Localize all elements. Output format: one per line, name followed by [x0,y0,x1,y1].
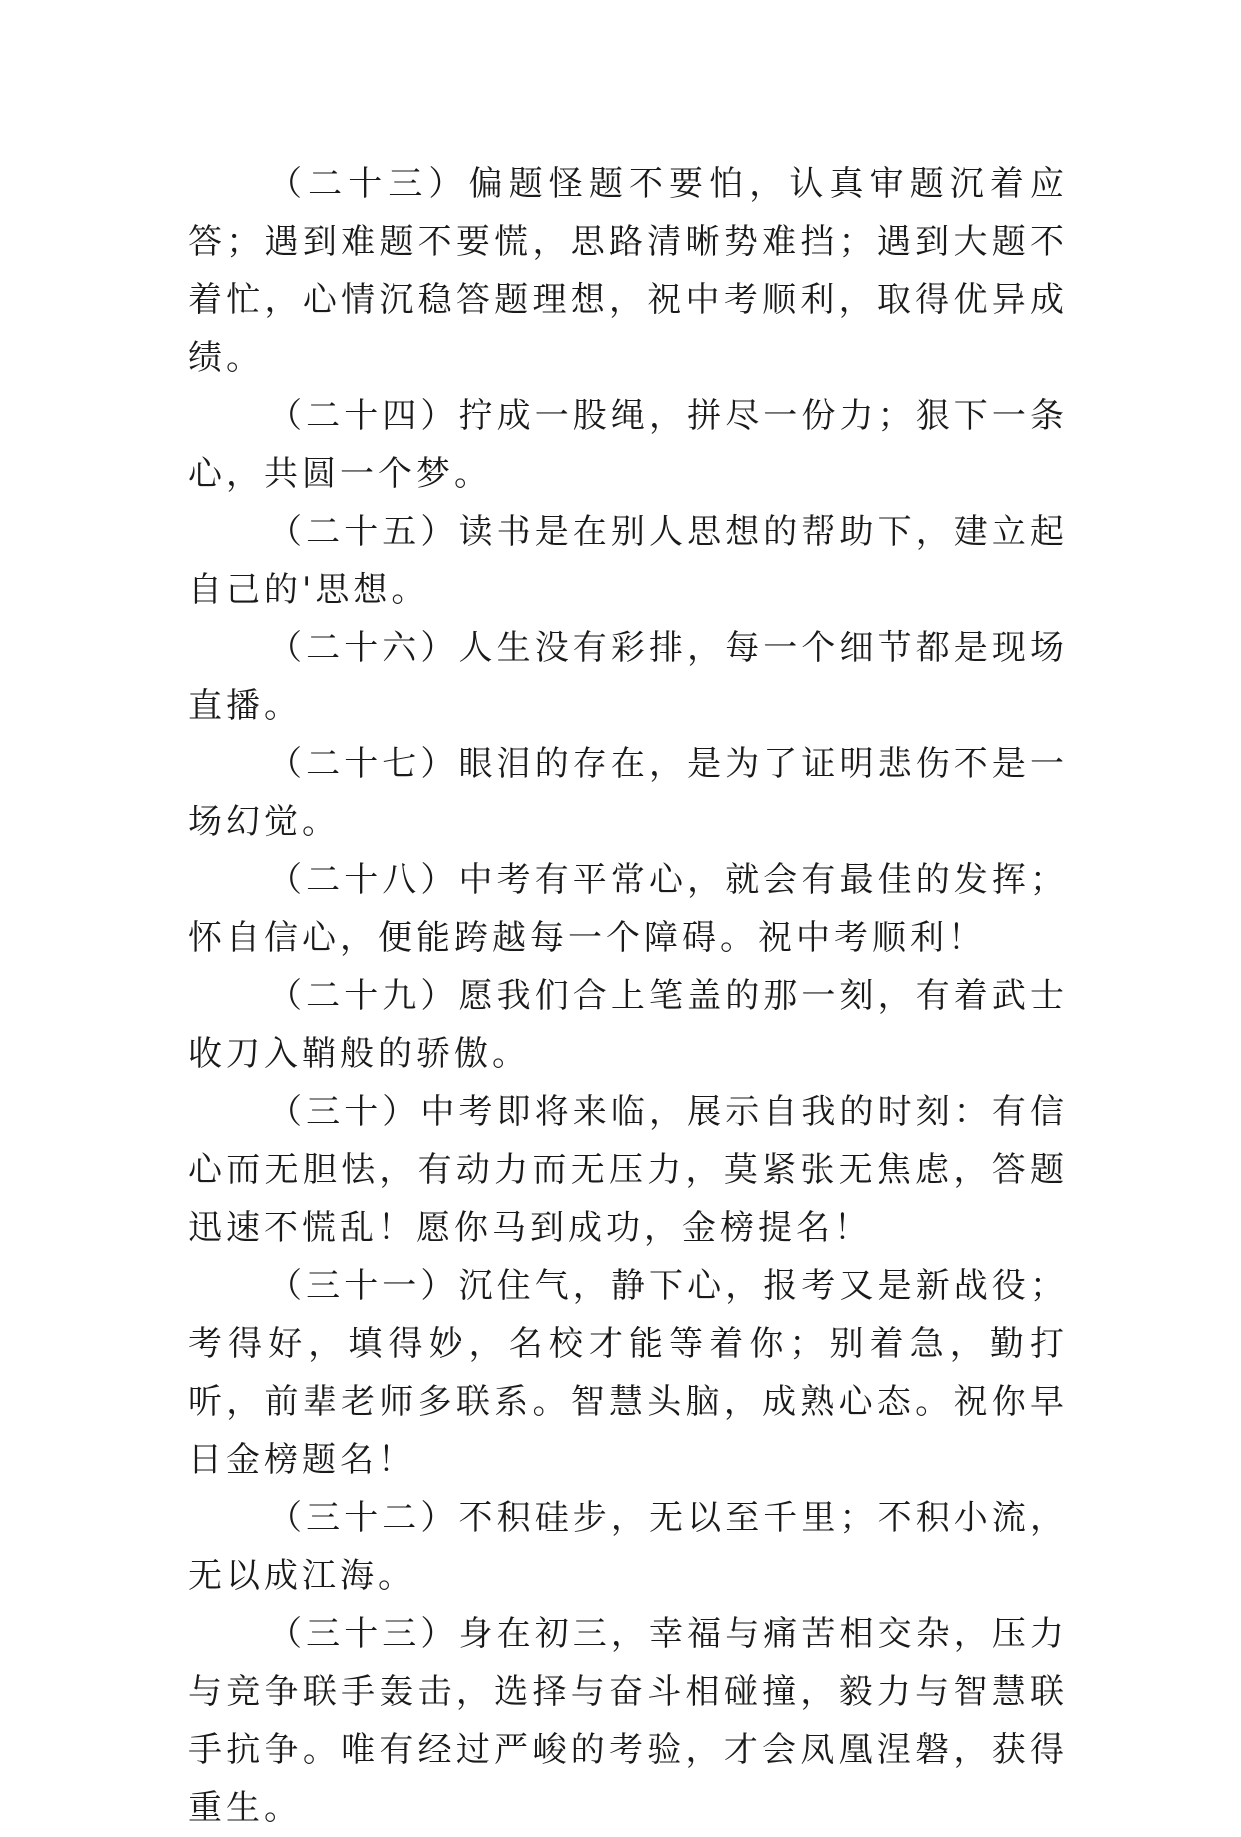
paragraph-26: （二十六）人生没有彩排，每一个细节都是现场直播。 [188,628,1068,726]
paragraph-32: （三十二）不积硅步，无以至千里；不积小流，无以成江海。 [188,1498,1068,1596]
paragraph-29: （二十九）愿我们合上笔盖的那一刻，有着武士收刀入鞘般的骄傲。 [188,976,1068,1074]
paragraph-28: （二十八）中考有平常心，就会有最佳的发挥；怀自信心，便能跨越每一个障碍。祝中考顺利！ [188,860,1068,958]
paragraph-27: （二十七）眼泪的存在，是为了证明悲伤不是一场幻觉。 [188,744,1068,842]
paragraph-24: （二十四）拧成一股绳，拼尽一份力；狠下一条心，共圆一个梦。 [188,396,1068,494]
paragraph-30: （三十）中考即将来临，展示自我的时刻：有信心而无胆怯，有动力而无压力，莫紧张无焦虑，答题迅速不慌乱！愿你马到成功，金榜提名！ [188,1092,1068,1248]
paragraph-23: （二十三）偏题怪题不要怕，认真审题沉着应答；遇到难题不要慌，思路清晰势难挡；遇到大题不着忙，心情沉稳答题理想，祝中考顺利，取得优异成绩。 [188,164,1068,378]
paragraph-31: （三十一）沉住气，静下心，报考又是新战役；考得好，填得妙，名校才能等着你；别着急，勤打听，前辈老师多联系。智慧头脑，成熟心态。祝你早日金榜题名！ [188,1266,1068,1480]
paragraph-33: （三十三）身在初三，幸福与痛苦相交杂，压力与竞争联手轰击，选择与奋斗相碰撞，毅力与智慧联手抗争。唯有经过严峻的考验，才会凤凰涅磐，获得重生。 [188,1614,1068,1828]
paragraph-25: （二十五）读书是在别人思想的帮助下，建立起自己的'思想。 [188,512,1068,610]
document-body [188,155,1068,1837]
